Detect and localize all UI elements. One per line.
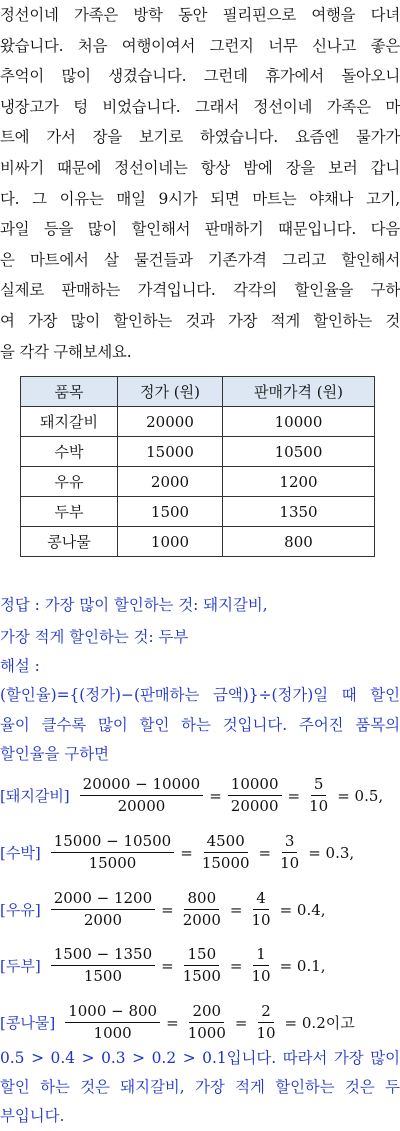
table-cell: 1500 <box>118 497 223 527</box>
fraction: $\frac{1000 - 800}{1000}$ <box>65 1003 160 1042</box>
table-cell: 콩나물 <box>21 527 118 557</box>
fraction: $\frac{5}{10}$ <box>309 775 329 815</box>
problem-line: 과일 등을 많이 할인해서 판매하기 때문입니다. 다음 <box>0 220 400 239</box>
table-cell: 15000 <box>118 437 223 467</box>
answer-line: 가장 적게 할인하는 것: 두부 <box>0 628 189 646</box>
table-cell: 수박 <box>21 437 118 467</box>
calc-result: = 0.3, <box>308 843 355 862</box>
table-cell: 돼지갈비 <box>21 407 118 437</box>
table-cell: 20000 <box>118 407 223 437</box>
answer-line: 정답 : 가장 많이 할인하는 것: 돼지갈비, <box>0 596 268 614</box>
calculation-row: [돼지갈비] $\frac{20000 - 10000}{20000}$ = $\frac{10000}{20000}$ = $\frac{5}{10}$ = 0.5, <box>0 775 384 815</box>
calc-item-tag: [두부] <box>0 957 41 975</box>
calc-item-tag: [수박] <box>0 844 41 862</box>
problem-line: 을 각각 구해보세요. <box>0 342 132 361</box>
fraction: $\frac{4}{10}$ <box>251 889 271 929</box>
conclusion-line: 할인 하는 것은 돼지갈비, 가장 적게 할인하는 것은 두 <box>0 1078 400 1096</box>
problem-line: 여 가장 많이 할인하는 것과 가장 적게 할인하는 것 <box>0 311 400 330</box>
table-header-row <box>21 377 375 407</box>
table-cell: 1000 <box>118 527 223 557</box>
fraction: $\frac{3}{10}$ <box>280 832 300 872</box>
calculation-row: [우유] $\frac{2000 - 1200}{2000}$ = $\frac{800}{2000}$ = $\frac{4}{10}$ = 0.4, <box>0 889 326 929</box>
explanation-line: 할인율을 구하면 <box>0 745 109 763</box>
calc-result: = 0.4, <box>279 900 326 919</box>
table-cell: 두부 <box>21 497 118 527</box>
problem-line: 비싸기 때문에 정선이네는 항상 밤에 장을 보러 갑니 <box>0 158 400 177</box>
conclusion-line: 0.5 > 0.4 > 0.3 > 0.2 > 0.1입니다. 따라서 가장 많이 <box>0 1049 400 1067</box>
problem-line: 은 마트에서 살 물건들과 기존가격 그리고 할인해서 <box>0 250 400 269</box>
problem-line: 트에 가서 장을 보기로 하였습니다. 요즘엔 물가가 <box>0 128 400 147</box>
table-cell: 800 <box>223 527 375 557</box>
problem-line: 왔습니다. 처음 여행이여서 그런지 너무 신나고 좋은 <box>0 36 400 55</box>
conclusion-line: 부입니다. <box>0 1107 65 1125</box>
problem-line: 추억이 많이 생겼습니다. 그런데 휴가에서 돌아오니 <box>0 67 400 86</box>
fraction: $\frac{1500 - 1350}{1500}$ <box>51 946 155 985</box>
fraction: $\frac{200}{1000}$ <box>187 1002 226 1042</box>
calculation-row: [콩나물] $\frac{1000 - 800}{1000}$ = $\frac{200}{1000}$ = $\frac{2}{10}$ = 0.2이고 <box>0 1002 355 1042</box>
table-cell: 1350 <box>223 497 375 527</box>
table-cell: 1200 <box>223 467 375 497</box>
calculation-row: [수박] $\frac{15000 - 10500}{15000}$ = $\frac{4500}{15000}$ = $\frac{3}{10}$ = 0.3, <box>0 832 355 872</box>
fraction: $\frac{150}{1500}$ <box>182 945 221 985</box>
price-table <box>20 376 375 557</box>
problem-line: 실제로 판매하는 가격입니다. 각각의 할인율을 구하 <box>0 281 400 300</box>
table-cell: 2000 <box>118 467 223 497</box>
calc-result: = 0.5, <box>337 786 384 805</box>
table-row <box>21 437 375 467</box>
fraction: $\frac{10000}{20000}$ <box>228 776 282 815</box>
explanation-label: 해설 : <box>0 657 40 675</box>
fraction: $\frac{2000 - 1200}{2000}$ <box>51 890 155 929</box>
table-row <box>21 467 375 497</box>
problem-statement <box>0 0 400 367</box>
fraction: $\frac{2}{10}$ <box>256 1002 276 1042</box>
column-header-list-price: 정가 (원) <box>118 377 223 407</box>
calc-item-tag: [돼지갈비] <box>0 787 70 805</box>
fraction: $\frac{4500}{15000}$ <box>201 832 250 872</box>
column-header-sale-price: 판매가격 (원) <box>223 377 375 407</box>
calculation-row: [두부] $\frac{1500 - 1350}{1500}$ = $\frac{150}{1500}$ = $\frac{1}{10}$ = 0.1, <box>0 945 326 985</box>
fraction: $\frac{20000 - 10000}{20000}$ <box>80 776 204 815</box>
table-cell: 10000 <box>223 407 375 437</box>
fraction: $\frac{15000 - 10500}{15000}$ <box>51 833 175 872</box>
fraction: $\frac{800}{2000}$ <box>182 889 221 929</box>
explanation-line: 율이 클수록 많이 할인 하는 것입니다. 주어진 품목의 <box>0 716 400 734</box>
calc-result: = 0.2이고 <box>284 1014 355 1032</box>
table-cell: 우유 <box>21 467 118 497</box>
table-row <box>21 527 375 557</box>
explanation-line: (할인율)={(정가)−(판매하는 금액)}÷(정가)일 때 할인 <box>0 686 400 704</box>
problem-line: 정선이네 가족은 방학 동안 필리핀으로 여행을 다녀 <box>0 6 400 24</box>
table-cell: 10500 <box>223 437 375 467</box>
column-header-item: 품목 <box>21 377 118 407</box>
table-row <box>21 497 375 527</box>
calc-item-tag: [우유] <box>0 901 41 919</box>
calc-item-tag: [콩나물] <box>0 1014 56 1032</box>
calc-result: = 0.1, <box>279 956 326 975</box>
problem-line: 냉장고가 텅 비었습니다. 그래서 정선이네 가족은 마 <box>0 97 400 116</box>
table-row <box>21 407 375 437</box>
problem-line: 다. 그 이유는 매일 9시가 되면 마트는 야채나 고기, <box>0 189 400 208</box>
fraction: $\frac{1}{10}$ <box>251 945 271 985</box>
